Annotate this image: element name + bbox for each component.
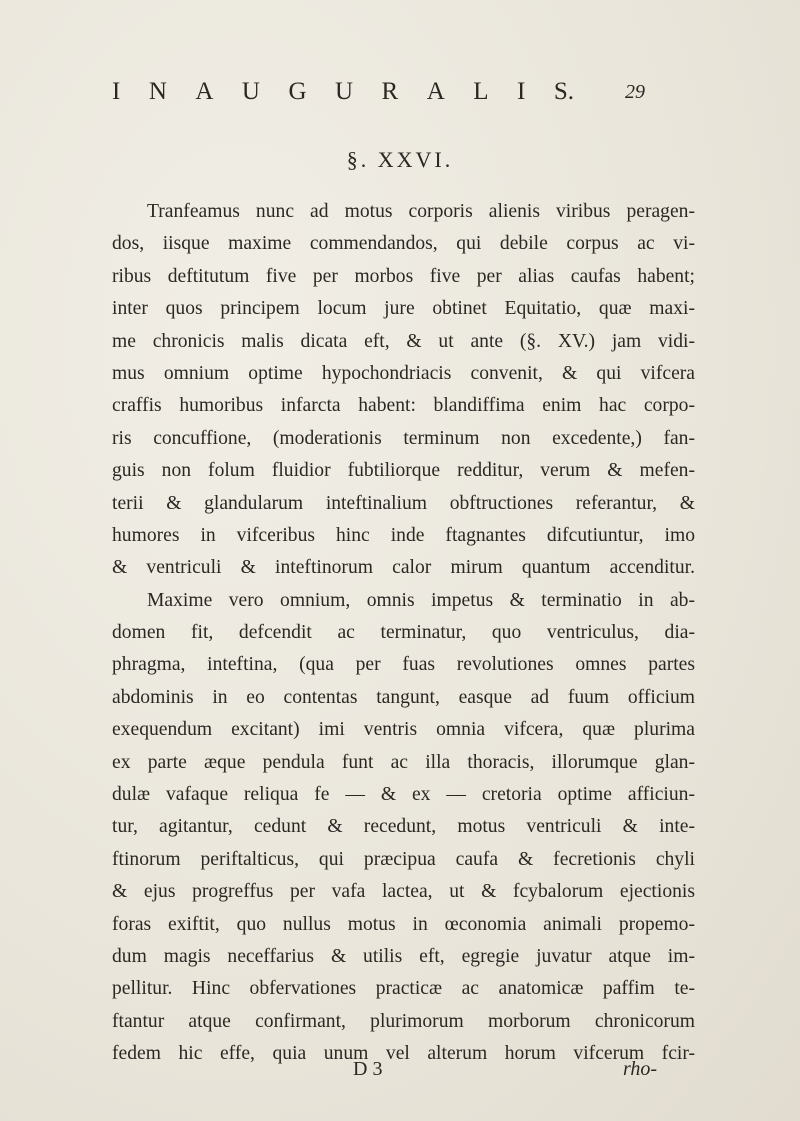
text-line: ftantur atque confirmant, plurimorum morborum chronicorum <box>112 1010 695 1032</box>
header-letter: L <box>473 78 489 105</box>
text-line: domen fit, defcendit ac terminatur, quo ventriculus, dia- <box>112 622 695 644</box>
header-letter: A <box>426 78 445 105</box>
text-line: foras exiftit, quo nullus motus in œconomia animali propemo- <box>112 913 695 935</box>
text-line: & ejus progreffus per vafa lactea, ut & fcybalorum ejectionis <box>112 881 695 903</box>
text-line: abdominis in eo contentas tangunt, easque ad fuum officium <box>112 686 695 708</box>
signature-mark: D 3 <box>353 1058 383 1080</box>
text-line: craffis humoribus infarcta habent: blandiffima enim hac corpo- <box>112 395 695 417</box>
running-title <box>112 78 574 106</box>
catchword: rho- <box>623 1058 658 1080</box>
header-letter: G <box>288 78 307 105</box>
body-text <box>112 196 695 1071</box>
page-number: 29 <box>625 81 645 103</box>
header-letter: U <box>335 78 354 105</box>
text-line: fedem hic effe, quia unum vel alterum horum vifcerum fcir- <box>112 1043 695 1065</box>
text-line: ribus deftitutum five per morbos five per alias caufas habent; <box>112 265 695 287</box>
section-title: §. XXVI. <box>346 147 454 172</box>
text-line: dum magis neceffarius & utilis eft, egregie juvatur atque im- <box>112 945 695 967</box>
text-line: Tranfeamus nunc ad motus corporis alienis viribus peragen- <box>147 201 695 222</box>
text-line: ex parte æque pendula funt ac illa thoracis, illorumque glan- <box>112 751 695 773</box>
text-line: inter quos principem locum jure obtinet Equitatio, quæ maxi- <box>112 298 695 320</box>
text-line: dulæ vafaque reliqua fe — & ex — cretoria optime afficiun- <box>112 784 695 806</box>
text-line: ris concuffione, (moderationis terminum non excedente,) fan- <box>112 427 695 449</box>
text-line: pellitur. Hinc obfervationes practicæ ac anatomicæ paffim te- <box>112 978 695 1000</box>
header-letter: A <box>195 78 214 105</box>
header-letter: U <box>241 78 260 105</box>
header-letter: N <box>148 78 167 105</box>
header-letter: I <box>112 78 121 105</box>
header-letter: R <box>381 78 399 105</box>
text-line: & ventriculi & inteftinorum calor mirum quantum accenditur. <box>112 557 695 579</box>
text-line: terii & glandularum inteftinalium obftructiones referantur, & <box>112 492 695 514</box>
text-line: exequendum excitant) imi ventris omnia vifcera, quæ plurima <box>112 719 695 741</box>
text-line: dos, iisque maxime commendandos, qui debile corpus ac vi- <box>112 233 695 255</box>
text-line: Maxime vero omnium, omnis impetus & terminatio in ab- <box>147 589 695 611</box>
text-line: humores in vifceribus hinc inde ftagnantes difcutiuntur, imo <box>112 524 695 546</box>
header-letter: S. <box>553 78 574 105</box>
running-header <box>112 78 672 114</box>
text-line: ftinorum periftalticus, qui præcipua caufa & fecretionis chyli <box>112 848 695 870</box>
header-letter: I <box>517 78 526 105</box>
text-line: phragma, inteftina, (qua per fuas revolutiones omnes partes <box>112 654 695 676</box>
text-line: me chronicis malis dicata eft, & ut ante (§. XV.) jam vidi- <box>112 330 695 352</box>
text-line: tur, agitantur, cedunt & recedunt, motus ventriculi & inte- <box>112 816 695 838</box>
text-line: mus omnium optime hypochondriacis convenit, & qui vifcera <box>112 362 695 384</box>
text-line: guis non folum fluidior fubtiliorque redditur, verum & mefen- <box>112 460 695 482</box>
